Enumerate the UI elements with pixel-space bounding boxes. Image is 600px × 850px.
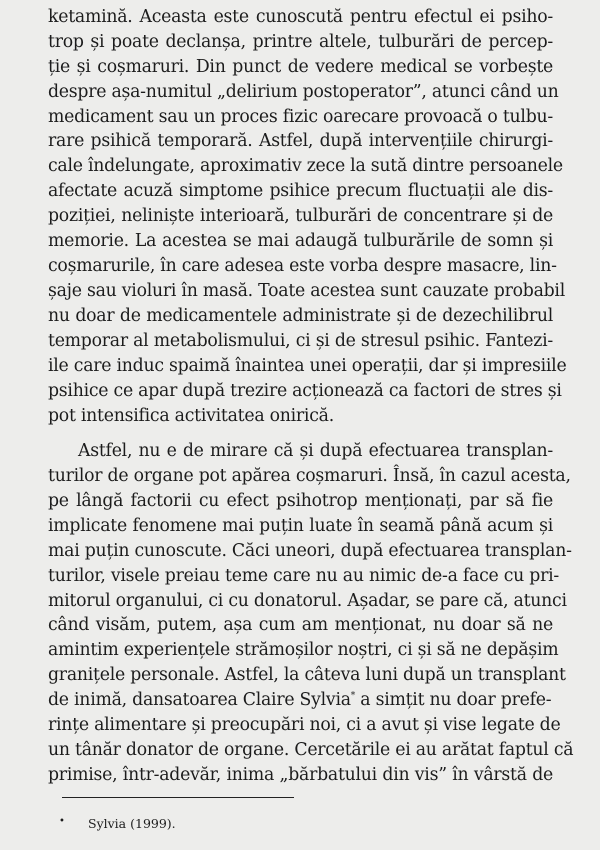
- text-line: coșmarurile, în care adesea este vorba despre masacre, lin-: [48, 256, 557, 277]
- text-line: rințe alimentare și preocupări noi, ci a avut și vise legate de: [48, 715, 561, 736]
- text-line: pe lângă factorii cu efect psihotrop menționați, par să fie: [48, 490, 553, 511]
- text-line: șaje sau violuri în masă. Toate acestea sunt cauzate probabil: [48, 280, 565, 301]
- text-line: temporar al metabolismului, ci și de stresul psihic. Fantezi-: [48, 330, 553, 351]
- text-fragment: a simțit nu doar prefe-: [355, 690, 552, 711]
- footnote-reference-mark[interactable]: *: [350, 691, 356, 702]
- text-line: afectate acuză simptome psihice precum fluctuații ale dis-: [48, 181, 553, 202]
- text-line: poziției, neliniște interioară, tulburări de concentrare și de: [48, 206, 553, 227]
- text-line: psihice ce apar după trezire acționează ca factori de stres și: [48, 380, 562, 401]
- text-fragment: de inimă, dansatoarea Claire Sylvia: [48, 690, 351, 711]
- text-line: turilor de organe pot apărea coșmaruri. Însă, în cazul acesta,: [48, 465, 571, 486]
- text-line: ketamină. Aceasta este cunoscută pentru efectul ei psiho-: [48, 6, 553, 27]
- text-line: mitorul organului, ci cu donatorul. Așadar, se pare că, atunci: [48, 590, 567, 611]
- text-line: granițele personale. Astfel, la câteva luni după un transplant: [48, 665, 566, 686]
- text-line: un tânăr donator de organe. Cercetările ei au arătat faptul că: [48, 740, 574, 761]
- text-line: ție și coșmaruri. Din punct de vedere medical se vorbește: [48, 56, 553, 77]
- text-line: cale îndelungate, aproximativ zece la sută dintre persoanele: [48, 156, 563, 177]
- text-line: medicament sau un proces fizic oarecare provoacă o tulbu-: [48, 106, 553, 127]
- text-line: amintim experiențele strămoșilor noștri, ci și să ne depășim: [48, 640, 559, 661]
- text-line: despre așa-numitul „delirium postoperator”, atunci când un: [48, 81, 559, 102]
- text-line: nu doar de medicamentele administrate și de dezechilibrul: [48, 305, 553, 326]
- text-line: când visăm, putem, așa cum am menționat, nu doar să ne: [48, 615, 553, 636]
- footnote-text: Sylvia (1999).: [88, 816, 176, 831]
- footnote-divider: [62, 797, 294, 798]
- text-line: primise, într-adevăr, inima „bărbatului din vis” în vârstă de: [48, 765, 553, 785]
- text-line: implicate fenomene mai puțin luate în seamă până acum și: [48, 515, 553, 536]
- text-line: ile care induc spaimă înaintea unei operații, dar și impresiile: [48, 355, 567, 376]
- text-line: pot intensifica activitatea onirică.: [48, 405, 334, 426]
- text-line: mai puțin cunoscute. Căci uneori, după efectuarea transplan-: [48, 540, 572, 561]
- footnote-mark: •: [59, 816, 65, 827]
- text-line: Astfel, nu e de mirare că și după efectuarea transplan-: [78, 441, 553, 462]
- text-line: rare psihică temporară. Astfel, după intervențiile chirurgi-: [48, 131, 553, 152]
- text-line: memorie. La acestea se mai adaugă tulburările de somn și: [48, 231, 553, 252]
- text-line: turilor, visele preiau teme care nu au nimic de-a face cu pri-: [48, 565, 559, 586]
- text-line: trop și poate declanșa, printre altele, tulburări de percep-: [48, 31, 553, 52]
